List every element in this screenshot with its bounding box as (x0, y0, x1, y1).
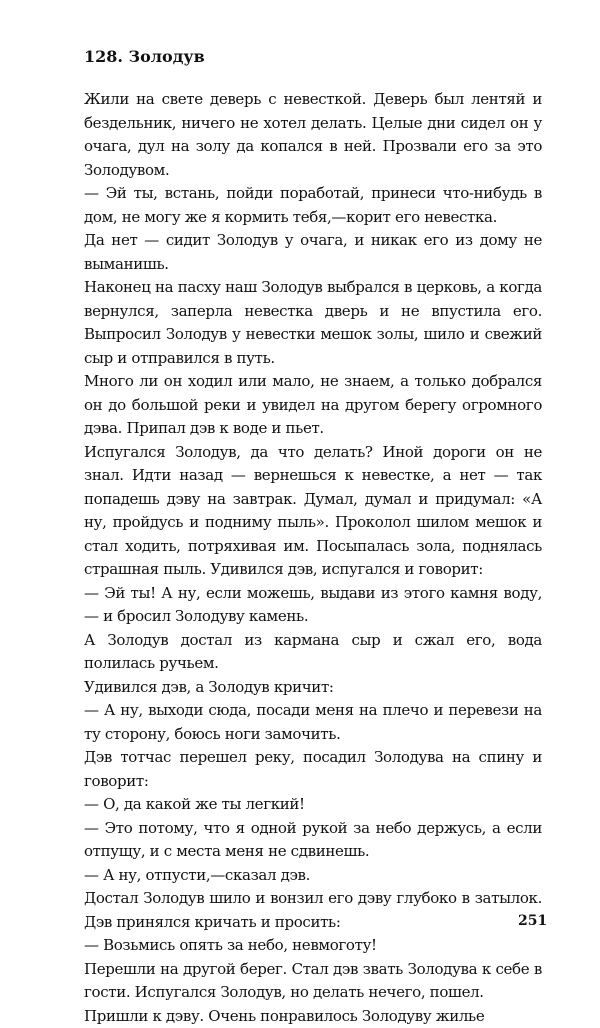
story-title: 128. Золодув (84, 46, 542, 68)
paragraph: А Золодув достал из кармана сыр и сжал его, вода полилась ручьем. (84, 629, 542, 676)
paragraph: Удивился дэв, а Золодув кричит: (84, 676, 542, 700)
paragraph: Много ли он ходил или мало, не знаем, а только добрался он до большой реки и увидел на другом берегу огромного дэва. Припал дэв к воде и пьет. (84, 370, 542, 441)
book-page (84, 46, 542, 1028)
paragraph: — О, да какой же ты легкий! (84, 793, 542, 817)
page-number: 251 (518, 912, 547, 930)
paragraph: — Эй ты, встань, пойди поработай, принеси что-нибудь в дом, не могу же я кормить тебя,—корит его невестка. (84, 182, 542, 229)
paragraph: Перешли на другой берег. Стал дэв звать Золодува к себе в гости. Испугался Золодув, но делать нечего, пошел. (84, 958, 542, 1005)
paragraph: Наконец на пасху наш Золодув выбрался в церковь, а когда вернулся, заперла невестка дверь и не впустила его. Выпросил Золодув у невестки мешок золы, шило и свежий сыр и отправился в путь. (84, 276, 542, 370)
paragraph: — А ну, отпусти,—сказал дэв. (84, 864, 542, 888)
paragraph: Дэв тотчас перешел реку, посадил Золодува на спину и говорит: (84, 746, 542, 793)
paragraph: Жили на свете деверь с невесткой. Деверь был лентяй и бездельник, ничего не хотел делать. Целые дни сидел он у очага, дул на золу да копался в ней. Прозвали его за это Золодувом. (84, 88, 542, 182)
paragraph: Достал Золодув шило и вонзил его дэву глубоко в затылок. Дэв принялся кричать и просить: (84, 887, 542, 934)
paragraph: — Это потому, что я одной рукой за небо держусь, а если отпущу, и с места меня не сдвинешь. (84, 817, 542, 864)
paragraph: — Возьмись опять за небо, невмоготу! (84, 934, 542, 958)
paragraph: Да нет — сидит Золодув у очага, и никак его из дому не выманишь. (84, 229, 542, 276)
paragraph: — А ну, выходи сюда, посади меня на плечо и перевези на ту сторону, боюсь ноги замочить. (84, 699, 542, 746)
paragraph: Испугался Золодув, да что делать? Иной дороги он не знал. Идти назад — вернешься к невестке, а нет — так попадешь дэву на завтрак. Думал, думал и придумал: «А ну, пройдусь и подниму пыль». Проколол шилом мешок и стал ходить, потряхивая им. Посыпалась зола, поднялась страшная пыль. Удивился дэв, испугался и говорит: (84, 441, 542, 582)
paragraph: — Эй ты! А ну, если можешь, выдави из этого камня воду,— и бросил Золодуву камень. (84, 582, 542, 629)
story-body (84, 88, 542, 1028)
paragraph: Пришли к дэву. Очень понравилось Золодуву жилье (84, 1005, 542, 1028)
